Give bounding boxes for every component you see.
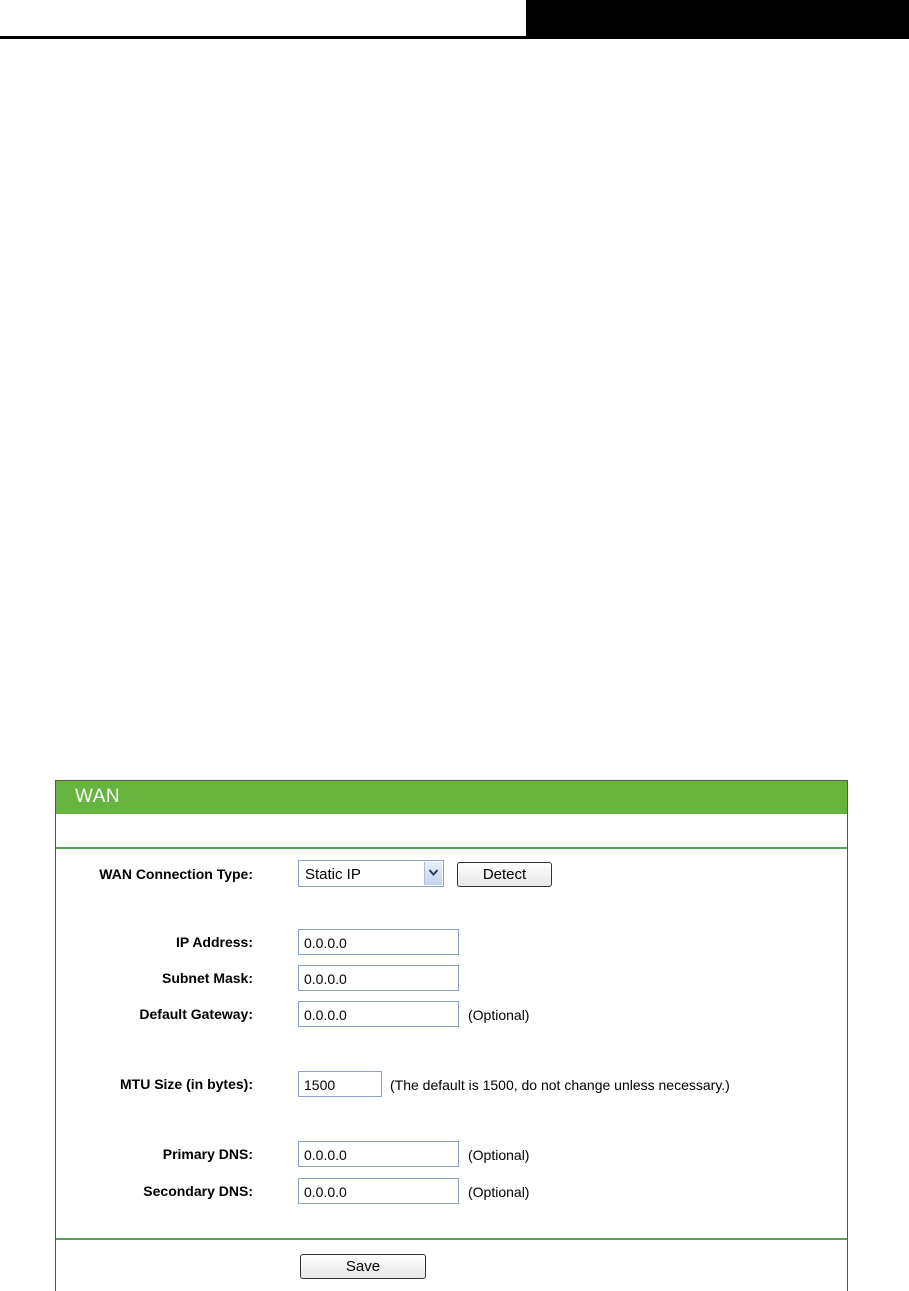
header-block [526, 0, 909, 39]
wan-panel [55, 780, 848, 1291]
secondary-dns-label: Secondary DNS: [143, 1183, 253, 1199]
primary-dns-input[interactable]: 0.0.0.0 [298, 1141, 459, 1167]
divider-bottom [56, 1238, 847, 1240]
subnet-mask-input[interactable]: 0.0.0.0 [298, 965, 459, 991]
secondary-dns-optional-note: (Optional) [468, 1184, 530, 1200]
panel-title: WAN [75, 786, 121, 807]
primary-dns-optional-note: (Optional) [468, 1147, 530, 1163]
ip-address-label: IP Address: [175, 934, 253, 950]
panel-title-bar [56, 781, 847, 814]
header-rule [0, 36, 909, 39]
connection-type-value: Static IP [305, 866, 361, 883]
primary-dns-label: Primary DNS: [162, 1146, 253, 1162]
secondary-dns-input[interactable]: 0.0.0.0 [298, 1178, 459, 1204]
mtu-size-input[interactable]: 1500 [298, 1071, 382, 1097]
subnet-mask-label: Subnet Mask: [161, 970, 253, 986]
ip-address-input[interactable]: 0.0.0.0 [298, 929, 459, 955]
chevron-down-icon[interactable] [424, 862, 442, 885]
connection-type-select[interactable] [298, 860, 444, 887]
gateway-optional-note: (Optional) [468, 1007, 530, 1023]
mtu-size-label: MTU Size (in bytes): [119, 1076, 253, 1092]
detect-button[interactable]: Detect [457, 862, 552, 887]
default-gateway-label: Default Gateway: [139, 1006, 253, 1022]
divider-top [56, 847, 847, 849]
save-button[interactable]: Save [300, 1254, 426, 1279]
mtu-size-note: (The default is 1500, do not change unless necessary.) [390, 1077, 730, 1093]
default-gateway-input[interactable]: 0.0.0.0 [298, 1001, 459, 1027]
connection-type-label: WAN Connection Type: [99, 866, 253, 882]
